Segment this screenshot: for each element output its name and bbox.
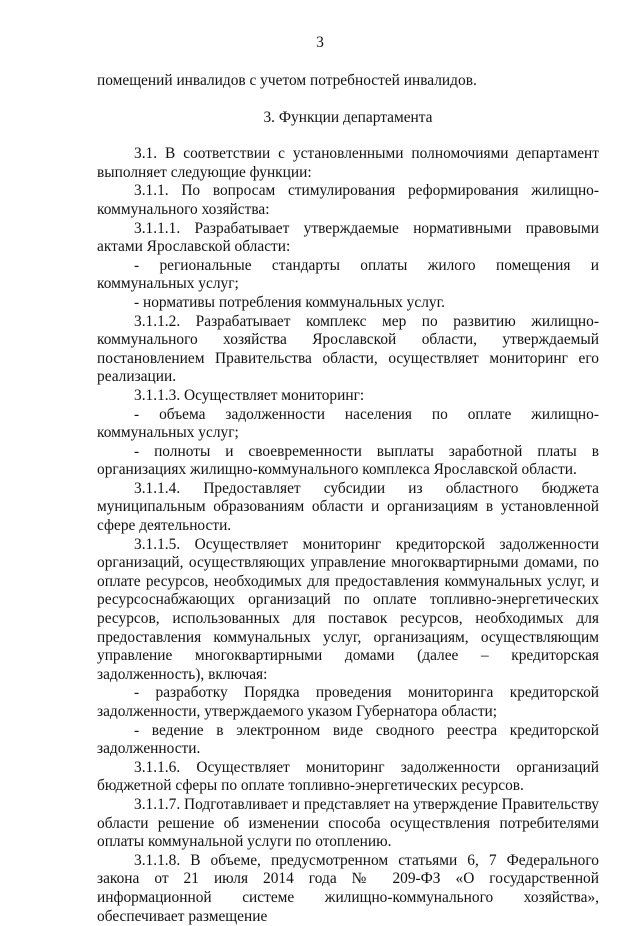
- list-item: - разработку Порядка проведения мониторинга кредиторской задолженности, утверждаемого указом Губернатора области;: [97, 684, 599, 720]
- paragraph: 3.1.1.7. Подготавливает и представляет на утверждение Правительству области решение об изменении способа осуществления потребителями оплаты коммунальной услуги по отоплению.: [97, 795, 599, 851]
- list-item: - полноты и своевременности выплаты заработной платы в организациях жилищно-коммунального комплекса Ярославской области.: [97, 442, 599, 479]
- paragraph: 3.1.1.6. Осуществляет мониторинг задолженности организаций бюджетной сферы по оплате топливно-энергетических ресурсов.: [97, 758, 599, 795]
- section-title: 3. Функции департамента: [263, 108, 433, 126]
- paragraph: 3.1.1.1. Разрабатывает утверждаемые нормативными правовыми актами Ярославской области:: [97, 219, 599, 256]
- paragraph: 3.1.1.8. В объеме, предусмотренном статьями 6, 7 Федерального закона от 21 июля 2014 года № 209-ФЗ «О государственной информационной системе жилищно-коммунального хозяйства», обеспечивает размещение: [97, 851, 599, 925]
- paragraph: 3.1.1.3. Осуществляет мониторинг:: [134, 386, 365, 404]
- list-item: - региональные стандарты оплаты жилого помещения и коммунальных услуг;: [97, 256, 599, 293]
- list-item: - нормативы потребления коммунальных услуг.: [134, 293, 445, 311]
- page-number: 3: [316, 34, 324, 51]
- list-item: - ведение в электронном виде сводного реестра кредиторской задолженности.: [97, 721, 599, 758]
- paragraph: 3.1.1. По вопросам стимулирования реформирования жилищно-коммунального хозяйства:: [97, 182, 599, 218]
- list-item: - объема задолженности населения по оплате жилищно-коммунальных услуг;: [97, 405, 599, 442]
- paragraph: 3.1.1.4. Предоставляет субсидии из областного бюджета муниципальным образованиям области и организациям в установленной сфере деятельности.: [97, 479, 599, 535]
- document-body: [97, 72, 599, 926]
- intro-line: помещений инвалидов с учетом потребностей инвалидов.: [97, 72, 477, 89]
- paragraph: 3.1.1.2. Разрабатывает комплекс мер по развитию жилищно-коммунального хозяйства Ярославской области, утверждаемый постановлением Правительства области, осуществляет мониторинг его реализации.: [97, 312, 599, 386]
- paragraph: 3.1. В соответствии с установленными полномочиями департамент выполняет следующие функции:: [97, 145, 599, 181]
- paragraph: 3.1.1.5. Осуществляет мониторинг кредиторской задолженности организаций, осуществляющих управление многоквартирными домами, по оплате ресурсов, необходимых для предоставления коммунальных услуг, и ресурсоснабжающих организаций по оплате топливно-энергетических ресурсов, использованных для поставок ресурсов, необходимых для предоставления коммунальных услуг, организациям, осуществляющим управление многоквартирными домами (далее – кредиторская задолженность), включая:: [97, 535, 599, 683]
